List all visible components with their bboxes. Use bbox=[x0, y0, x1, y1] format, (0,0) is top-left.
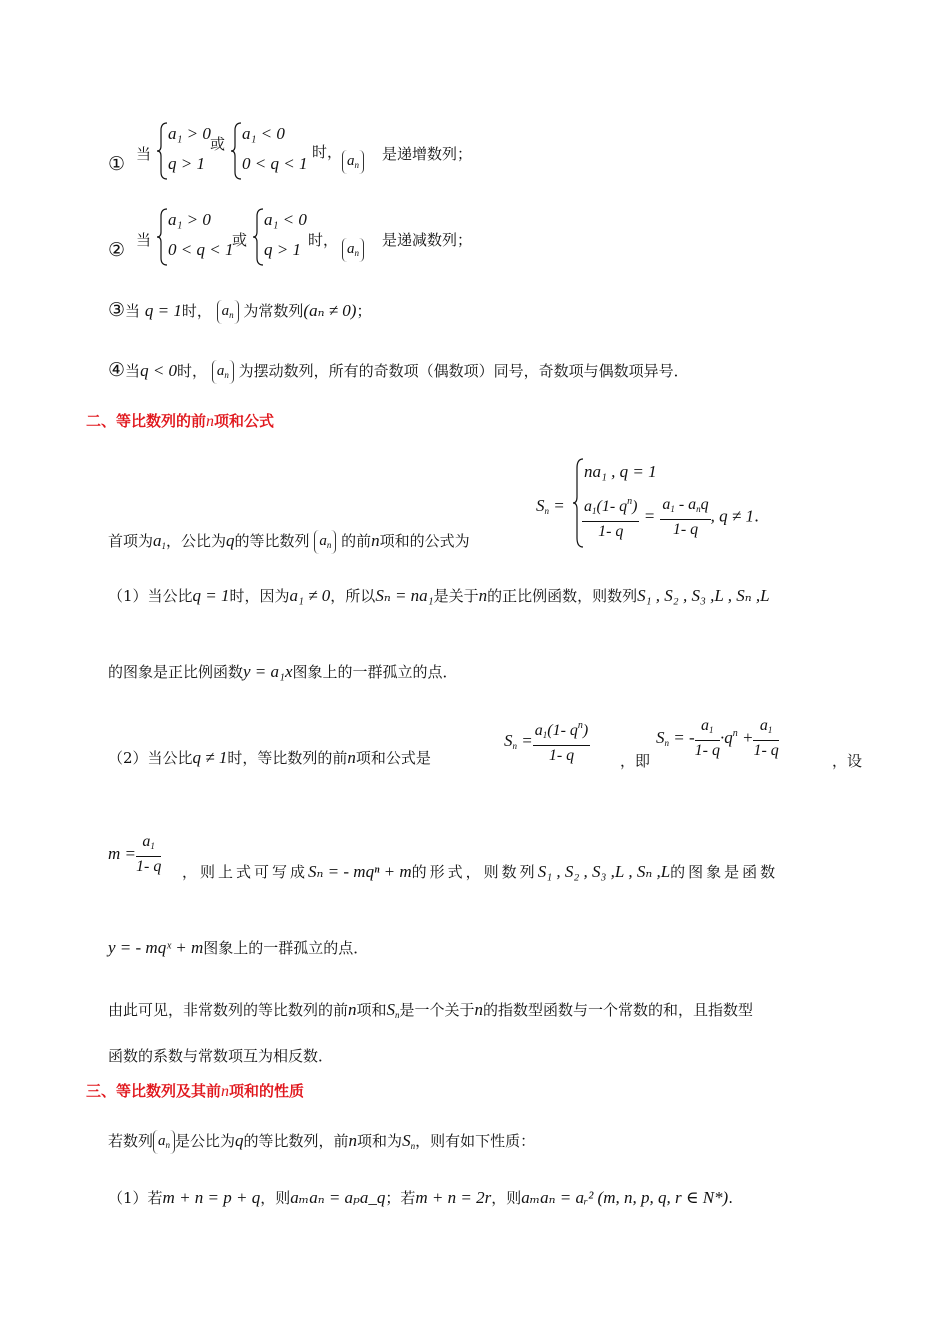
paragraph-2-ji: ，即 bbox=[620, 752, 651, 770]
formula-q-eq-1: q = 1 bbox=[144, 301, 182, 320]
section-heading-2: 二、等比数列的前n项和公式 bbox=[86, 412, 275, 430]
formula-an-nonzero: (aₙ ≠ 0) bbox=[303, 301, 357, 320]
item-1-tail: 是递增数列； bbox=[382, 145, 473, 163]
item-1-sysA-row2: q > 1 bbox=[168, 154, 205, 173]
paragraph-2-formula-b: $S_n$ = - $\frac{a_1}{1- q}$ $\cdot q^n$ + $\frac{a_1}{1- q}$ bbox=[656, 717, 779, 759]
paragraph-2-cont2: y = - mqˣ + m图象上的一群孤立的点． bbox=[108, 938, 369, 957]
item-1-marker: ① bbox=[108, 153, 126, 175]
item-3-marker: ③ bbox=[108, 299, 126, 321]
sum-sn-label: $S_n$ = bbox=[536, 496, 565, 516]
paragraph-2: （2）当公比q ≠ 1时，等比数列的前n项和公式是 bbox=[108, 748, 431, 767]
item-1-dang: 当 bbox=[136, 145, 152, 163]
paragraph-1-cont: 的图象是正比例函数y = a₁x图象上的一群孤立的点． bbox=[108, 662, 458, 681]
sum-case-1: na₁ , q = 1 bbox=[584, 462, 657, 481]
sum-formula-intro: 首项为$a_1$，公比为q的等比数列 $a_n$ 的前n项和的公式为 bbox=[108, 530, 470, 556]
paragraph-2-m-def: m = $\frac{a_1}{1- q}$ bbox=[108, 833, 162, 875]
sum-case-2: $\frac{a_1(1- q^n)}{1- q}$ = $\frac{a_1 - a_nq}{1- q}$ , q ≠ 1. bbox=[582, 492, 759, 542]
item-2-sysB-row2: q > 1 bbox=[264, 240, 301, 259]
item-2-sysA-row2: 0 < q < 1 bbox=[168, 240, 234, 259]
paragraph-3-cont: 函数的系数与常数项互为相反数． bbox=[108, 1047, 334, 1065]
paragraph-2-she: ，设 bbox=[832, 752, 863, 770]
sequence-set: $a_n$ bbox=[153, 1130, 175, 1154]
item-1-sysB-row2: 0 < q < 1 bbox=[242, 154, 308, 173]
item-2-sysB-row1: a₁ < 0 bbox=[264, 210, 307, 229]
item-1-or: 或 bbox=[210, 135, 226, 153]
item-2-sysA-row1: a₁ > 0 bbox=[168, 210, 211, 229]
brace-icon bbox=[252, 208, 264, 266]
item-1-shi: 时， bbox=[312, 143, 343, 161]
sequence-set: $a_n$ bbox=[217, 300, 239, 324]
item-2-marker: ② bbox=[108, 239, 126, 261]
sequence-set: $a_n$ bbox=[212, 360, 234, 384]
sum-formula-block bbox=[536, 458, 836, 550]
item-2-dang: 当 bbox=[136, 231, 152, 249]
sequence-set: $a_n$ bbox=[342, 150, 364, 174]
item-2-shi: 时， bbox=[308, 231, 339, 249]
sequence-set: $a_n$ bbox=[342, 238, 364, 262]
item-4-marker: ④ bbox=[108, 359, 126, 381]
paragraph-1: （1）当公比q = 1时，因为a₁ ≠ 0，所以Sₙ = na₁是关于n的正比例函数，则数列S₁ , S₂ , S₃ ,L , Sₙ ,L bbox=[108, 586, 770, 605]
item-3: ③当 q = 1时， $a_n$ 为常数列(aₙ ≠ 0)； bbox=[108, 300, 371, 324]
brace-icon bbox=[230, 122, 242, 180]
formula-q-lt-0: q < 0 bbox=[140, 361, 178, 380]
paragraph-4: 若数列 $a_n$ 是公比为q的等比数列，前n项和为$S_n$，则有如下性质： bbox=[108, 1130, 535, 1156]
item-1-sysA-row1: a₁ > 0 bbox=[168, 124, 211, 143]
item-2-tail: 是递减数列； bbox=[382, 231, 473, 249]
paragraph-2-cont: ，则上式可写成Sₙ = - mqⁿ + m的形式，则数列S₁ , S₂ , S₃ ,L , Sₙ ,L的图象是函数 bbox=[182, 862, 779, 881]
brace-icon bbox=[156, 122, 168, 180]
sequence-set: $a_n$ bbox=[314, 530, 336, 554]
paragraph-3: 由此可见，非常数列的等比数列的前n项和$S_n$是一个关于n的指数型函数与一个常数的和，且指数型 bbox=[108, 1000, 754, 1020]
section-heading-3: 三、等比数列及其前n项和的性质 bbox=[86, 1082, 305, 1100]
paragraph-2-formula-a: $S_n$ = $\frac{a_1(1- q^n)}{1- q}$ bbox=[504, 716, 590, 766]
paragraph-5: （1）若m + n = p + q，则aₘaₙ = aₚa_q；若m + n = 2r，则aₘaₙ = aᵣ² (m, n, p, q, r ∈ N*). bbox=[108, 1188, 733, 1207]
item-1-sysB-row1: a₁ < 0 bbox=[242, 124, 285, 143]
item-2-or: 或 bbox=[232, 231, 248, 249]
brace-icon bbox=[156, 208, 168, 266]
item-4: ④当q < 0时， $a_n$ 为摆动数列，所有的奇数项（偶数项）同号，奇数项与偶数项异号． bbox=[108, 360, 689, 384]
